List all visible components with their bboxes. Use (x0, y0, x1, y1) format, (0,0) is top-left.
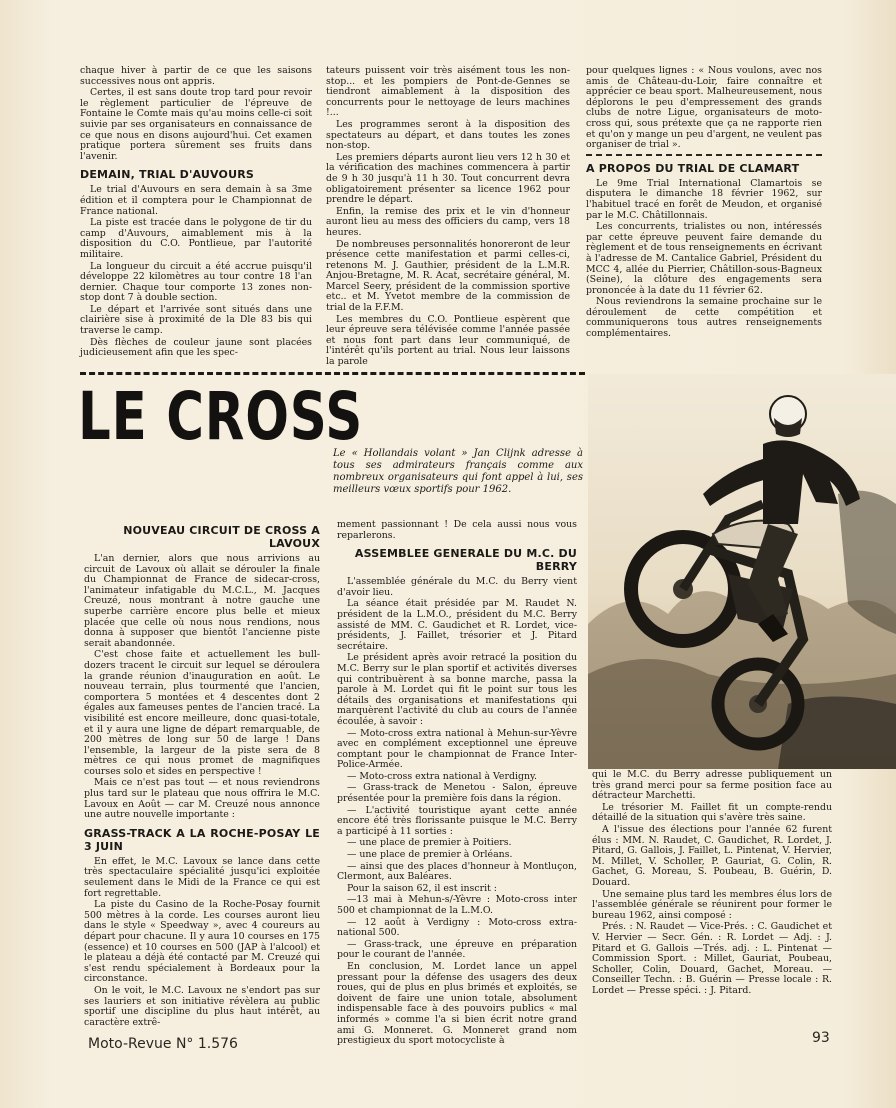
motocross-rider-image (588, 374, 896, 769)
page-number: 93 (812, 1030, 830, 1046)
paragraph: Prés. : N. Raudet — Vice-Prés. : C. Gaudichet et V. Hervier — Secr. Gén. : R. Lordet — Adj. : J. Pitard et G. Gallois —Trés. adj. : L. Pintenat — Commission Sport. : Millet, Gauriat, Poubeau, Scholler, Colin, Douard, Gachet, Moreau. — Conseiller Techn. : B. Guérin — Presse locale : R. Lordet — Presse spéci. : J. Pitard. (592, 921, 832, 996)
paragraph: La séance était présidée par M. Raudet N. président de la L.M.O., président du M.C. Berry assisté de MM. C. Gaudichet et R. Lordet, vice-présidents, J. Faillet, trésorier et J. Pitard secrétaire. (337, 598, 577, 652)
column-1-bottom (84, 524, 320, 1028)
paragraph: mement passionnant ! De cela aussi nous vous reparlerons. (337, 519, 577, 541)
paragraph: C'est chose faite et actuellement les bull-dozers tracent le circuit sur lequel se déroulera la grande réunion d'inauguration en août. Le nouveau terrain, plus tourmenté que l'ancien, comportera 5 montées et 4 descentes dont 2 égales aux fameuses pentes de l'ancien tracé. La visibilité est encore meilleure, donc quasi-totale, et il y aura une ligne de départ remarquable, de 200 mètres de long sur 50 de large ! Dans l'ensemble, la largeur de la piste sera de 8 mètres ce qui nous promet de magnifiques courses solo et sides en perspective ! (84, 649, 320, 777)
column-3-bottom (592, 770, 832, 1020)
paragraph: Le trial d'Auvours en sera demain à sa 3me édition et il comptera pour le Championnat de France national. (80, 184, 312, 217)
paragraph: chaque hiver à partir de ce que les saisons successives nous ont appris. (80, 65, 312, 87)
column-3-top (586, 66, 822, 360)
main-title: LE CROSS (78, 378, 364, 455)
paragraph: L'assemblée générale du M.C. du Berry vient d'avoir lieu. (337, 576, 577, 598)
paragraph: En effet, le M.C. Lavoux se lance dans cette très spectaculaire spécialité jusqu'ici exploitée seulement dans le Midi de la France ce qui est fort regrettable. (84, 855, 320, 899)
paragraph: Les programmes seront à la disposition des spectateurs au départ, et dans toutes les zones non-stop. (326, 118, 570, 152)
paragraph: En conclusion, M. Lordet lance un appel pressant pour la défense des usagers des deux roues, qui de plus en plus brimés et exploités, se doivent de faire une union totale, absolument indispensable face à des pouvoirs publics « mal informés » comme l'a si bien écrit notre grand ami G. Monneret. G. Monneret grand nom prestigieux du sport motocycliste à (337, 960, 577, 1047)
column-1-top (80, 66, 312, 362)
divider (586, 154, 822, 156)
column-2-bottom (337, 519, 577, 1047)
paragraph: Les membres du C.O. Pontlieue espèrent que leur épreuve sera télévisée comme l'année passée et nous font part dans leur communiqué, de l'intérêt qu'ils portent au trial. Nous leur laissons la parole (326, 313, 570, 368)
paragraph: —13 mai à Mehun-s/-Yèvre : Moto-cross inter 500 et championnat de la L.M.O. (337, 894, 577, 916)
paragraph: — Moto-cross extra national à Verdigny. (347, 770, 538, 782)
article-heading-auvours: DEMAIN, TRIAL D'AUVOURS (80, 168, 255, 182)
paragraph: A l'issue des élections pour l'année 62 furent élus : MM. N. Raudet, C. Gaudichet, R. Lordet, J. Pitard, G. Gallois, J. Faillet, L. Pintenat, V. Hervier, M. Millet, V. Scholler, P. Gauriat, G. Colin, R. Gachet, G. Moreau, S. Poubeau, B. Guérin, D. Douard. (592, 823, 832, 888)
paragraph: qui le M.C. du Berry adresse publiquement un très grand merci pour sa ferme position face au détracteur Marchetti. (592, 769, 832, 802)
paragraph: — 12 août à Verdigny : Moto-cross extra-national 500. (337, 916, 577, 939)
paragraph: — une place de premier à Orléans. (347, 849, 513, 861)
paragraph: — Grass-track de Menetou - Salon, épreuve présentée pour la première fois dans la région. (337, 782, 577, 805)
paragraph: — L'activité touristique ayant cette année encore été très florissante puisque le M.C. Berry a participé à 11 sorties : (337, 804, 577, 837)
article-heading-clamart: A PROPOS DU TRIAL DE CLAMART (586, 161, 800, 175)
motocross-photo (588, 374, 896, 769)
column-2-top (326, 65, 570, 368)
paragraph: Enfin, la remise des prix et le vin d'honneur auront lieu au mess des officiers du camp, vers 18 heures. (326, 205, 570, 238)
paragraph: La longueur du circuit a été accrue puisqu'il développe 22 kilomètres au tour contre 18 l'an dernier. Chaque tour comporte 13 zones non-stop dont 7 à double section. (80, 260, 312, 304)
article-heading-lavoux: NOUVEAU CIRCUIT DE CROSS A LAVOUX (123, 524, 320, 550)
paragraph: Pour la saison 62, il est inscrit : (347, 882, 497, 894)
paragraph: Certes, il est sans doute trop tard pour revoir le règlement particulier de l'épreuve de Fontaine le Comte mais qu'au moins celle-ci soit suivie par ses organisateurs en connaissance de ce que nous en disons aujourd'hui. Cet examen pratique portera sûrement ses fruits dans l'avenir. (80, 87, 312, 162)
article-heading-grass-track: GRASS-TRACK A LA ROCHE-POSAY LE 3 JUIN (84, 826, 320, 853)
paragraph: Nous reviendrons la semaine prochaine sur le déroulement de cette compétition et communiquerons tous autres renseignements complémentaires. (586, 296, 822, 340)
paragraph: — Grass-track, une épreuve en préparation pour le courant de l'année. (337, 938, 577, 961)
paragraph: La piste est tracée dans le polygone de tir du camp d'Auvours, aimablement mis à la disposition du C.O. Pontlieue, par l'autorité militaire. (80, 217, 312, 260)
photo-caption: Le « Hollandais volant » Jan Clijnk adresse à tous ses admirateurs français comme aux nombreux organisateurs qui font appel à lui, ses meilleurs vœux sportifs pour 1962. (333, 448, 583, 495)
section-divider (80, 372, 585, 375)
paragraph: Le trésorier M. Faillet fit un compte-rendu détaillé de la situation qui s'avère très saine. (592, 801, 832, 824)
paragraph: La piste du Casino de la Roche-Posay fournit 500 mètres à la corde. Les courses auront lieu dans le style « Speedway », avec 4 coureurs au départ pour chacune. Il y aura 10 courses en 175 (essence) et 10 courses en 500 (JAP à l'alcool) et le plateau a déjà été contacté par M. Creuzé qui s'est rendu spécialement à Bordeaux pour la circonstance. (84, 899, 320, 985)
paragraph: De nombreuses personnalités honoreront de leur présence cette manifestation et parmi celles-ci, retenons M. J. Gauthier, président de la L.M.R. Anjou-Bretagne, M. R. Acat, secrétaire général, M. Marcel Seery, président de la commission sportive etc.. et M. Yvetot membre de la commission de trial de la F.F.M. (326, 238, 570, 314)
paragraph: On le voit, le M.C. Lavoux ne s'endort pas sur ses lauriers et son initiative révèlera au public sportif une discipline du plus haut intérêt, au caractère extrê- (84, 984, 320, 1028)
paragraph: Une semaine plus tard les membres élus lors de l'assemblée générale se réunirent pour former le bureau 1962, ainsi composé : (592, 888, 832, 921)
paragraph: tateurs puissent voir très aisément tous les non-stop... et les pompiers de Pont-de-Gennes se tiendront aimablement à la disposition des concurrents pour le nettoyage de leurs machines !... (326, 65, 570, 119)
paragraph: Dès flèches de couleur jaune sont placées judicieusement afin que les spec- (80, 336, 312, 359)
paragraph: Le départ et l'arrivée sont situés dans une clairière sise à proximité de la Dle 83 bis qui traverse le camp. (80, 303, 312, 337)
magazine-footer: Moto-Revue N° 1.576 (88, 1036, 238, 1052)
paragraph: — ainsi que des places d'honneur à Montluçon, Clermont, aux Baléares. (337, 860, 577, 883)
paragraph: Les premiers départs auront lieu vers 12 h 30 et la vérification des machines commencera à partir de 9 h 30 jusqu'à 11 h 30. Tout concurrent devra obligatoirement présenter sa licence 1962 pour prendre le départ. (326, 151, 570, 206)
paragraph: — Moto-cross extra national à Mehun-sur-Yèvre avec en complément exceptionnel une épreuve comptant pour le championnat de France Inter-Police-Armée. (337, 727, 577, 771)
paragraph: Les concurrents, trialistes ou non, intéressés par cette épreuve peuvent faire demande du règlement et de tous renseignements en écrivant à l'adresse de M. Cantalice Gabriel, Président du MCC 4, allée du Pierrier, Châtillon-sous-Bagneux (Seine), la clôture des engagements sera prononcée à la date du 11 février 62. (586, 221, 822, 296)
paragraph: L'an dernier, alors que nous arrivions au circuit de Lavoux où allait se dérouler la finale du Championnat de France de sidecar-cross, l'animateur infatigable du M.C.L., M. Jacques Creuzé, nous montrant à notre gauche une superbe carrière encore plus belle et mieux placée que celle où nous nous rendions, nous donna à supposer que bientôt l'ancienne piste serait abandonnée. (84, 553, 320, 649)
paragraph: Le président après avoir retracé la position du M.C. Berry sur le plan sportif et activités diverses qui contribuèrent à sa bonne marche, passa la parole à M. Lordet qui fit le point sur tous les détails des organisations et manifestations qui marquèrent l'activité du club au cours de l'année écoulée, à savoir : (337, 652, 577, 727)
paragraph: — une place de premier à Poitiers. (347, 837, 512, 849)
article-heading-berry: ASSEMBLEE GENERALE DU M.C. DU BERRY (354, 547, 577, 574)
paragraph: Mais ce n'est pas tout — et nous reviendrons plus tard sur le plateau que nous offrira le M.C. Lavoux en Août — car M. Creuzé nous annonce une autre nouvelle importante : (84, 777, 320, 821)
paragraph: pour quelques lignes : « Nous voulons, avec nos amis de Château-du-Loir, faire connaître et apprécier ce beau sport. Malheureusement, nous déplorons le peu d'empressement des grands clubs de notre Ligue, organisateurs de moto-cross qui, sous prétexte que ça ne rapporte rien et qu'on y mange un peu d'argent, ne veulent pas organiser de trial ». (586, 65, 822, 151)
paragraph: Le 9me Trial International Clamartois se disputera le dimanche 18 février 1962, sur l'habituel tracé en forêt de Meudon, et organisé par le M.C. Châtillonnais. (586, 177, 822, 221)
